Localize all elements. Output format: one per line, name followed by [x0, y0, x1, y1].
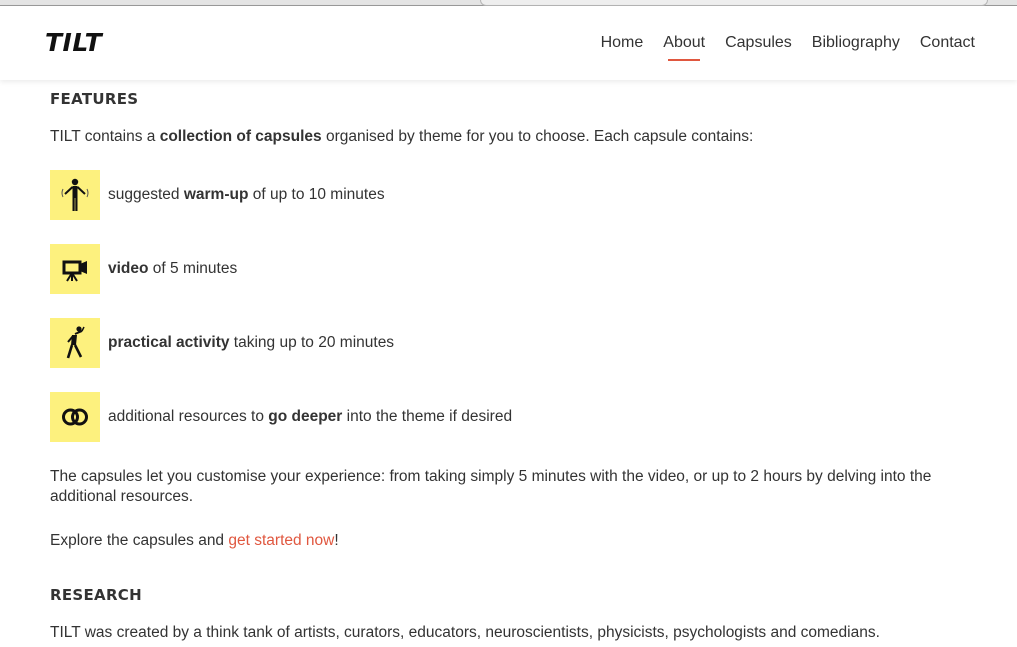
feature-video	[50, 244, 950, 294]
main-nav	[601, 34, 975, 52]
customise-paragraph: The capsules let you customise your experience: from taking simply 5 minutes with the video, or up to 2 hours by delving into the additional resources.	[50, 468, 932, 505]
feature-video-text	[108, 260, 237, 278]
feature-text: additional resources to	[108, 408, 269, 425]
research-paragraph: TILT was created by a think tank of artists, curators, educators, neuroscientists, physicists, psychologists and comedians.	[50, 624, 880, 641]
feature-bold: video	[108, 260, 149, 277]
feature-text: suggested	[108, 186, 184, 203]
feature-resources-text	[108, 408, 512, 426]
intro-bold: collection of capsules	[159, 128, 322, 145]
feature-text-end: of 5 minutes	[148, 260, 238, 277]
feature-text-end: into the theme if desired	[342, 408, 513, 425]
intro-text: TILT contains a	[50, 128, 160, 145]
explore-text: Explore the capsules and	[50, 532, 229, 549]
feature-bold: go deeper	[268, 408, 343, 425]
research-heading: RESEARCH	[50, 586, 142, 604]
feature-bold: practical activity	[108, 334, 230, 351]
activity-figure-icon	[50, 318, 100, 368]
feature-text-end: taking up to 20 minutes	[229, 334, 395, 351]
get-started-link[interactable]: get started now	[228, 532, 335, 549]
explore-text-end: !	[334, 532, 339, 549]
explore-paragraph	[50, 531, 339, 551]
nav-contact[interactable]: Contact	[919, 34, 975, 51]
feature-resources	[50, 392, 950, 442]
feature-activity	[50, 318, 950, 368]
warm-up-figure-icon	[50, 170, 100, 220]
nav-about[interactable]: About	[663, 34, 706, 51]
site-logo[interactable]: TILT	[45, 28, 103, 57]
nav-bibliography[interactable]: Bibliography	[811, 34, 900, 51]
feature-activity-text	[108, 334, 394, 352]
feature-bold: warm-up	[183, 186, 249, 203]
video-camera-icon	[50, 244, 100, 294]
feature-warm-up	[50, 170, 950, 220]
intro-text-end: organised by theme for you to choose. Each capsule contains:	[321, 128, 754, 145]
site-header	[0, 6, 1017, 80]
nav-capsules[interactable]: Capsules	[725, 34, 792, 51]
linked-rings-icon	[50, 392, 100, 442]
feature-warm-up-text	[108, 186, 385, 204]
features-intro	[50, 127, 753, 147]
features-heading: FEATURES	[50, 90, 139, 108]
feature-text-end: of up to 10 minutes	[248, 186, 385, 203]
nav-home[interactable]: Home	[600, 34, 644, 51]
